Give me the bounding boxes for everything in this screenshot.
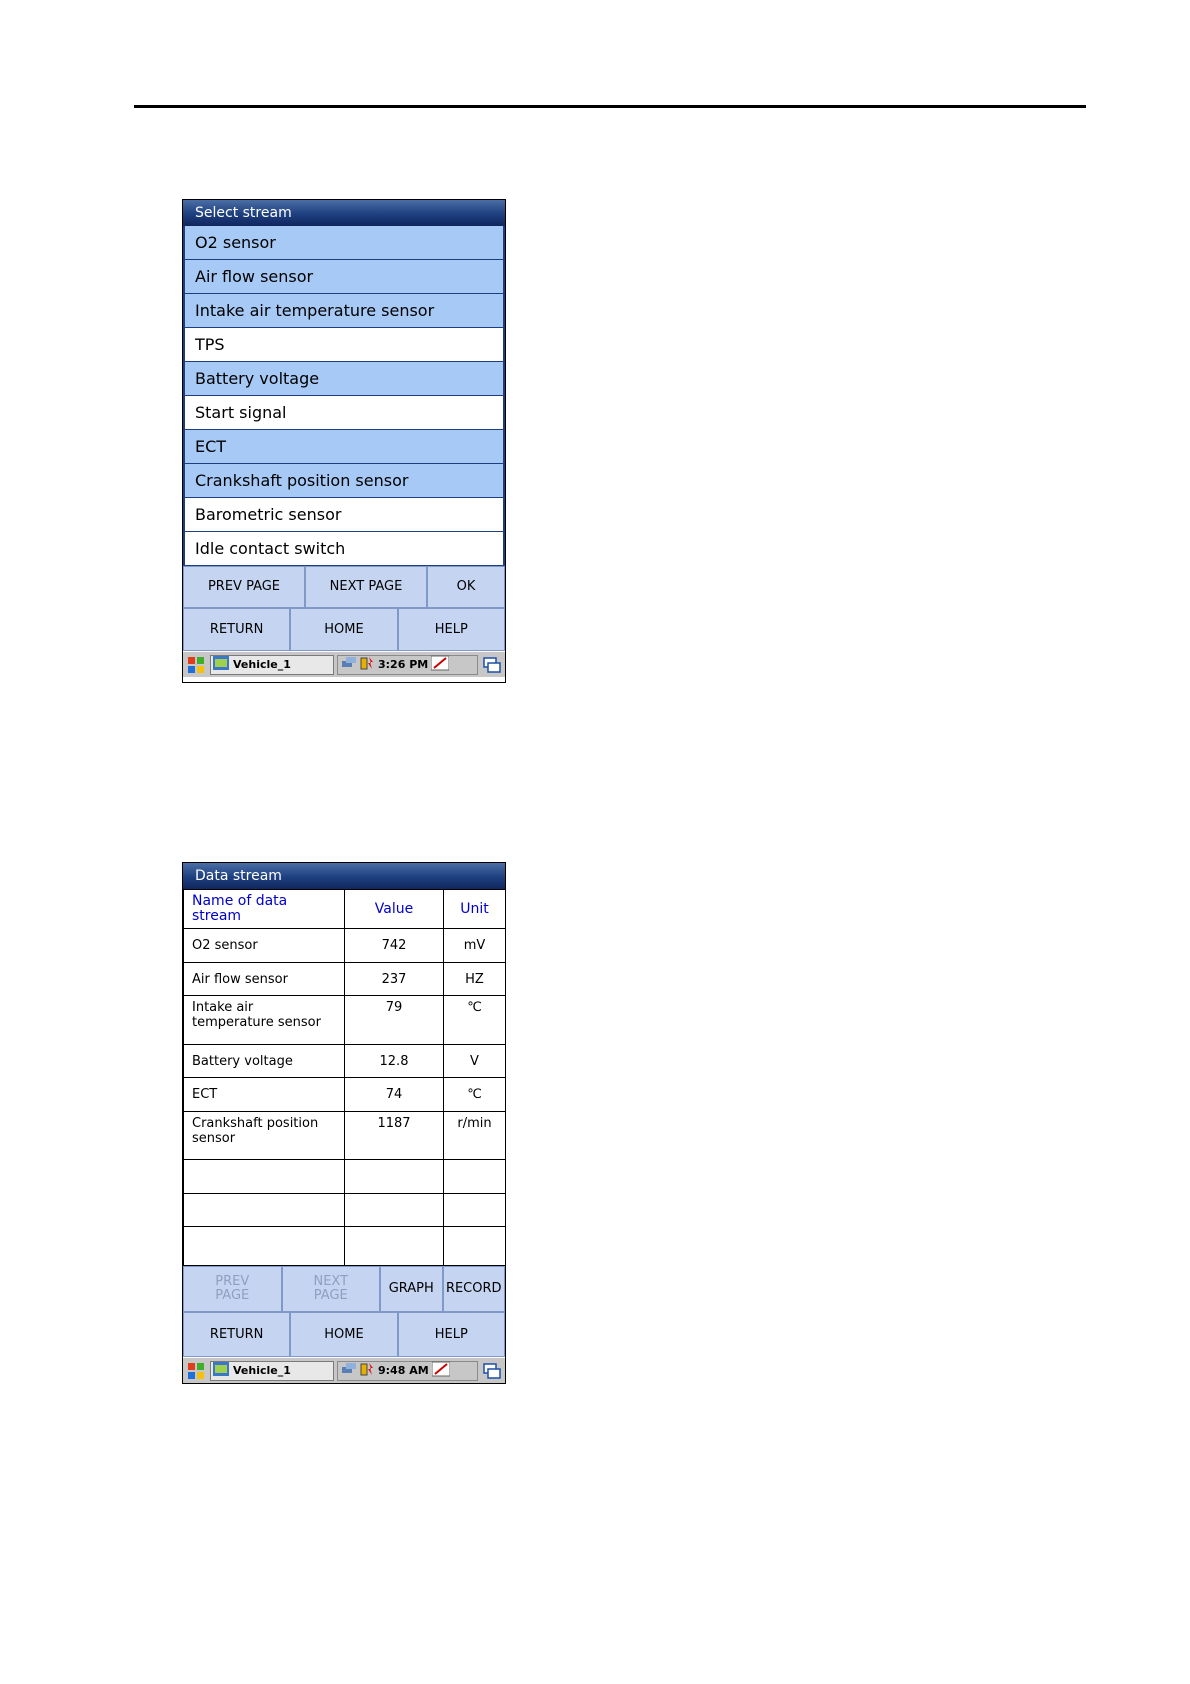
system-tray (337, 655, 478, 675)
stream-name: Crankshaft position sensor (184, 1112, 345, 1160)
home-button[interactable]: HOME (290, 608, 397, 651)
record-button[interactable]: RECORD (443, 1266, 506, 1312)
table-header-row (184, 890, 506, 929)
column-header-value: Value (345, 890, 444, 929)
vehicle-app-icon (213, 1362, 229, 1379)
stream-unit: ℃ (444, 996, 506, 1045)
stream-name: Intake air temperature sensor (184, 996, 345, 1045)
graph-button[interactable]: GRAPH (380, 1266, 443, 1312)
table-row-empty (184, 1227, 506, 1266)
battery-icon[interactable] (359, 1362, 375, 1379)
network-icon[interactable] (342, 1363, 356, 1378)
list-item[interactable]: TPS (183, 328, 505, 362)
list-item[interactable]: Barometric sensor (183, 498, 505, 532)
vehicle-app-icon (213, 656, 229, 673)
next-page-button[interactable]: NEXT PAGE (305, 566, 427, 608)
system-tray (337, 1361, 478, 1381)
data-stream-table (183, 889, 506, 1266)
table-row-empty (184, 1194, 506, 1227)
list-item[interactable]: O2 sensor (183, 226, 505, 260)
stream-value: 79 (345, 996, 444, 1045)
column-header-name: Name of data stream (184, 890, 345, 929)
windows-start-icon[interactable] (185, 654, 207, 676)
battery-icon[interactable] (359, 656, 375, 673)
list-item[interactable]: Idle contact switch (183, 532, 505, 566)
next-page-button[interactable]: NEXT PAGE (282, 1266, 381, 1312)
stream-list (183, 226, 505, 566)
task-label: Vehicle_1 (233, 658, 291, 671)
table-row-empty (184, 1160, 506, 1194)
column-header-unit: Unit (444, 890, 506, 929)
task-label: Vehicle_1 (233, 1364, 291, 1377)
stream-unit: r/min (444, 1112, 506, 1160)
stream-unit: mV (444, 929, 506, 963)
windows-start-icon[interactable] (185, 1360, 207, 1382)
table-row (184, 996, 506, 1045)
show-desktop-icon[interactable] (481, 1360, 503, 1382)
return-button[interactable]: RETURN (183, 1312, 290, 1357)
taskbar-task-button[interactable] (210, 655, 334, 675)
help-button[interactable]: HELP (398, 608, 505, 651)
show-desktop-icon[interactable] (481, 654, 503, 676)
help-button[interactable]: HELP (398, 1312, 505, 1357)
stream-value: 742 (345, 929, 444, 963)
stream-value: 12.8 (345, 1045, 444, 1078)
home-button[interactable]: HOME (290, 1312, 397, 1357)
table-row (184, 929, 506, 963)
taskbar (183, 651, 505, 677)
stream-name: Battery voltage (184, 1045, 345, 1078)
list-item[interactable]: Crankshaft position sensor (183, 464, 505, 498)
table-row (184, 1112, 506, 1160)
window-title: Data stream (183, 863, 505, 889)
window-title: Select stream (183, 200, 505, 226)
pen-input-icon[interactable] (431, 655, 449, 674)
table-row (184, 1078, 506, 1112)
clock-text[interactable]: 9:48 AM (378, 1364, 429, 1377)
data-stream-screen (182, 862, 506, 1384)
taskbar-task-button[interactable] (210, 1361, 334, 1381)
prev-page-button[interactable]: PREV PAGE (183, 566, 305, 608)
return-button[interactable]: RETURN (183, 608, 290, 651)
clock-text[interactable]: 3:26 PM (378, 658, 429, 671)
stream-unit: HZ (444, 963, 506, 996)
prev-page-button[interactable]: PREV PAGE (183, 1266, 282, 1312)
page-top-rule (134, 105, 1086, 108)
stream-unit: V (444, 1045, 506, 1078)
select-stream-screen (182, 199, 506, 683)
stream-name: ECT (184, 1078, 345, 1112)
pen-input-icon[interactable] (432, 1361, 450, 1380)
stream-value: 237 (345, 963, 444, 996)
table-row (184, 1045, 506, 1078)
taskbar (183, 1357, 505, 1383)
stream-name: O2 sensor (184, 929, 345, 963)
list-item[interactable]: Battery voltage (183, 362, 505, 396)
stream-value: 1187 (345, 1112, 444, 1160)
list-item[interactable]: ECT (183, 430, 505, 464)
table-row (184, 963, 506, 996)
list-item[interactable]: Intake air temperature sensor (183, 294, 505, 328)
stream-value: 74 (345, 1078, 444, 1112)
list-item[interactable]: Air flow sensor (183, 260, 505, 294)
list-item[interactable]: Start signal (183, 396, 505, 430)
network-icon[interactable] (342, 657, 356, 672)
stream-name: Air flow sensor (184, 963, 345, 996)
ok-button[interactable]: OK (427, 566, 505, 608)
stream-unit: ℃ (444, 1078, 506, 1112)
